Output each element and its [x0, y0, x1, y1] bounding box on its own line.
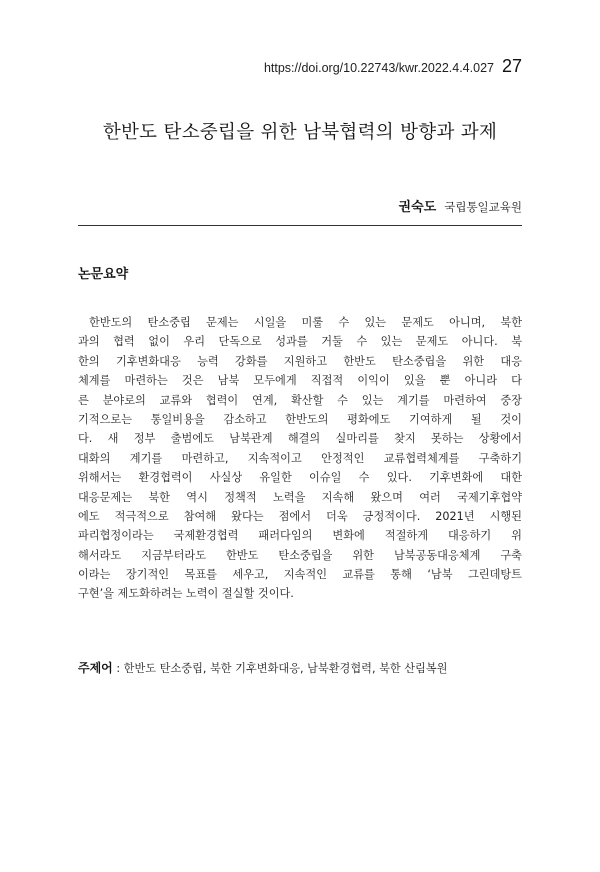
abstract-line: 른 분야로의 교류와 협력이 연계, 확산할 수 있는 계기를 마련하여 중장	[78, 393, 522, 407]
keywords-separator: :	[112, 662, 124, 675]
abstract-line: 한반도의 탄소중립 문제는 시일을 미룰 수 있는 문제도 아니며, 북한	[89, 316, 522, 329]
doi-link[interactable]: https://doi.org/10.22743/kwr.2022.4.4.027	[263, 61, 494, 75]
page-number: 27	[501, 56, 522, 76]
abstract-line: 에도 적극적으로 참여해 왔다는 점에서 더욱 긍정적이다. 2021년 시행된	[78, 509, 522, 523]
keywords-line	[78, 659, 522, 676]
author-name: 권숙도	[398, 200, 437, 215]
keywords-text: 한반도 탄소중립, 북한 기후변화대응, 남북환경협력, 북한 산림복원	[123, 662, 448, 675]
abstract-line: 체계를 마련하는 것은 남북 모두에게 직접적 이익이 있을 뿐 아니라 다	[78, 374, 522, 388]
author-line	[399, 196, 522, 215]
author-affiliation: 국립통일교육원	[444, 200, 522, 214]
abstract-line: 이라는 장기적인 목표를 세우고, 지속적인 교류를 통해 ‘남북 그린데탕트	[78, 568, 522, 582]
paper-title: 한반도 탄소중립을 위한 남북협력의 방향과 과제	[102, 122, 498, 143]
abstract-line: 대화의 계기를 마련하고, 지속적이고 안정적인 교류협력체계를 구축하기	[78, 451, 522, 465]
abstract-body	[78, 313, 522, 604]
abstract-line: 파리협정이라는 국제환경협력 패러다임의 변화에 적절하게 대응하기 위	[78, 529, 522, 543]
horizontal-rule	[78, 225, 522, 226]
page-header	[264, 56, 522, 77]
abstract-line: 한의 기후변화대응 능력 강화를 지원하고 한반도 탄소중립을 위한 대응	[78, 354, 522, 368]
abstract-line: 과의 협력 없이 우리 단독으로 성과를 거둘 수 있는 문제도 아니다. 북	[78, 335, 522, 349]
abstract-line: 대응문제는 북한 역시 정책적 노력을 지속해 왔으며 여러 국제기후협약	[78, 490, 522, 504]
abstract-line: 기적으로는 통일비용을 감소하고 한반도의 평화에도 기여하게 될 것이	[78, 412, 522, 426]
abstract-line: 위해서는 환경협력이 사실상 유일한 이슈일 수 있다. 기후변화에 대한	[78, 471, 522, 485]
abstract-heading: 논문요약	[78, 267, 129, 282]
abstract-line: 해서라도 지금부터라도 한반도 탄소중립을 위한 남북공동대응체계 구축	[78, 548, 522, 562]
keywords-label: 주제어	[78, 661, 113, 675]
abstract-line: 구현’을 제도화하려는 노력이 절실할 것이다.	[78, 587, 294, 601]
abstract-line: 다. 새 정부 출범에도 남북관계 해결의 실마리를 찾지 못하는 상황에서	[78, 432, 522, 446]
